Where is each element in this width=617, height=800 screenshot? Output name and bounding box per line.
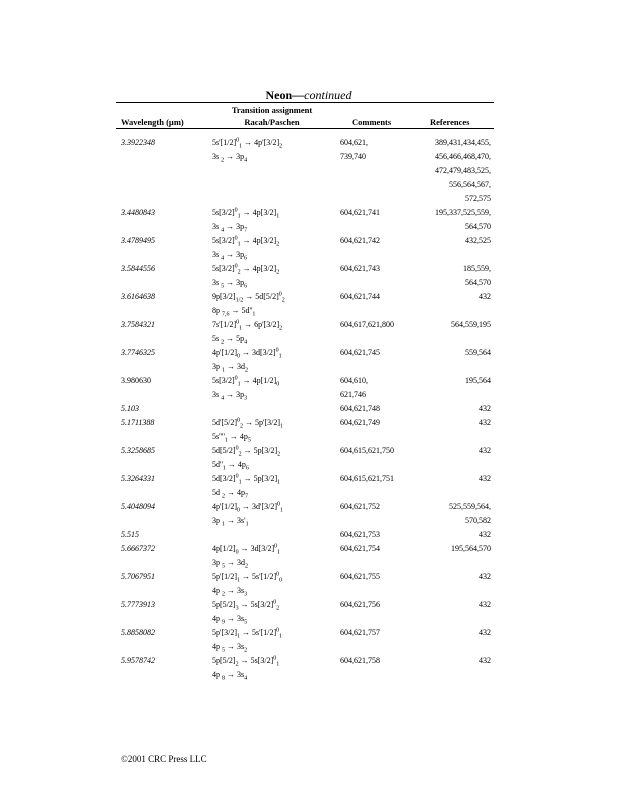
transition-cell-line: $5d''_1 \to 4p_6$ (212, 460, 249, 472)
comments-cell (340, 502, 380, 516)
comments-cell (340, 600, 380, 614)
references-cell-line: 432 (479, 572, 491, 581)
transition-cell (212, 348, 282, 376)
transition-cell-line: $9p[3/2]_{1/2} \to 5d[5/2]^0_2$ (212, 291, 285, 304)
comments-cell (340, 320, 394, 334)
comments-cell (340, 628, 380, 642)
transition-cell-line: $7s'[1/2]^0_1 \to 6p'[3/2]_2$ (212, 319, 283, 332)
references-cell (400, 572, 491, 586)
comments-cell-line: 604,621,742 (340, 236, 380, 245)
references-cell (400, 404, 491, 418)
comments-cell-line: 604,621,741 (340, 208, 380, 217)
references-cell (400, 138, 491, 208)
transition-cell-line: $5s[3/2]^0_1 \to 4p[3/2]_2$ (212, 235, 280, 248)
transition-cell-line: 5d $_2 \to 4p_7$ (212, 488, 248, 500)
comments-cell-line: 604,615,621,750 (340, 446, 394, 455)
comments-cell (340, 446, 394, 460)
references-cell-line: 432 (479, 656, 491, 665)
transition-cell-line: $5s'[1/2]^0_1 \to 4p'[3/2]_2$ (212, 137, 283, 150)
wavelength-cell: 3.5844556 (121, 264, 155, 273)
transition-cell-line: 4p $_2 \to 3s_3$ (212, 586, 248, 598)
references-cell (400, 236, 491, 250)
comments-cell-line: 604,621,754 (340, 544, 380, 553)
references-cell (400, 544, 491, 558)
comments-cell-line: 604,621,758 (340, 656, 380, 665)
references-cell (400, 292, 491, 306)
references-cell-line: 195,564,570 (451, 544, 491, 553)
references-cell (400, 656, 491, 670)
transition-cell-line: $5d[3/2]^0_1 \to 5p[3/2]_1$ (212, 473, 281, 486)
references-cell-line: 559,564 (465, 348, 491, 357)
references-cell-line: 185,559, (463, 264, 491, 273)
transition-cell-line: 4p $_5 \to 3s_2$ (212, 642, 248, 654)
header-references: References (430, 117, 470, 127)
wavelength-cell: 3.3922348 (121, 138, 155, 147)
references-cell-line: 564,570 (465, 222, 491, 231)
comments-cell-line: 621,746 (340, 390, 366, 399)
references-cell (400, 600, 491, 614)
transition-cell-line: $5p'[1/2]_1 \to 5s'[1/2]^0_0$ (212, 571, 283, 584)
references-cell-line: 456,466,468,470, (435, 152, 491, 161)
comments-cell (340, 656, 380, 670)
transition-cell-line: $4p[1/2]_0 \to 3d[3/2]^0_1$ (212, 543, 281, 556)
comments-cell (340, 544, 380, 558)
wavelength-cell: 5.6667372 (121, 544, 155, 553)
references-cell-line: 525,559,564, (449, 502, 491, 511)
transition-cell-line: 3s $_4 \to 3p_7$ (212, 222, 248, 234)
references-cell-line: 564,559,195 (451, 320, 491, 329)
references-cell (400, 320, 491, 334)
transition-cell-line: $5s[3/2]^0_1 \to 4p[3/2]_1$ (212, 207, 280, 220)
references-cell (400, 264, 491, 292)
references-cell (400, 628, 491, 642)
references-cell-line: 432 (479, 418, 491, 427)
references-cell (400, 474, 491, 488)
comments-cell (340, 418, 380, 432)
transition-cell (212, 502, 283, 530)
header-transition-line1: Transition assignment (231, 105, 313, 115)
references-cell-line: 195,337,525,559, (435, 208, 491, 217)
references-cell (400, 530, 491, 544)
transition-cell (212, 138, 282, 166)
comments-cell-line: 604,621,745 (340, 348, 380, 357)
comments-cell (340, 348, 380, 362)
references-cell-line: 472,479,483,525, (435, 166, 491, 175)
comments-cell (340, 474, 394, 488)
references-cell-line: 564,570 (465, 278, 491, 287)
transition-cell-line: $4p'[1/2]_0 \to 3d[3/2]^0_1$ (212, 347, 282, 360)
comments-cell-line: 604,621,749 (340, 418, 380, 427)
wavelength-cell: 3.4789495 (121, 236, 155, 245)
transition-cell-line: $5p[5/2]_2 \to 5s[3/2]^0_1$ (212, 655, 280, 668)
wavelength-cell: 3.7584321 (121, 320, 155, 329)
transition-cell (212, 572, 282, 600)
comments-cell-line: 604,621, (340, 138, 368, 147)
transition-cell-line: $5s[3/2]^0_2 \to 4p[3/2]_2$ (212, 263, 280, 276)
comments-cell-line: 604,615,621,751 (340, 474, 394, 483)
comments-cell-line: 604,617,621,800 (340, 320, 394, 329)
transition-cell (212, 600, 279, 628)
references-cell-line: 432 (479, 628, 491, 637)
references-cell (400, 348, 491, 362)
references-cell-line: 556,564,567, (449, 180, 491, 189)
references-cell-line: 432 (479, 530, 491, 539)
references-cell-line: 572,575 (465, 194, 491, 203)
references-cell (400, 446, 491, 460)
transition-cell-line: 4p $_8 \to 3s_4$ (212, 670, 248, 682)
transition-cell-line: $5s''''_1 \to 4p_5$ (212, 432, 251, 444)
comments-cell-line: 604,621,748 (340, 404, 380, 413)
header-wavelength: Wavelength (µm) (121, 117, 184, 127)
transition-cell (212, 208, 279, 236)
comments-cell (340, 264, 380, 278)
comments-cell (340, 236, 380, 250)
wavelength-cell: 5.7773913 (121, 600, 155, 609)
transition-cell (212, 474, 280, 502)
references-cell-line: 432 (479, 446, 491, 455)
comments-cell-line: 604,610, (340, 376, 368, 385)
transition-cell (212, 418, 283, 446)
wavelength-cell: 3.6164638 (121, 292, 155, 301)
wavelength-cell: 5.9578742 (121, 656, 155, 665)
references-cell (400, 418, 491, 432)
references-cell-line: 432 (479, 474, 491, 483)
wavelength-cell: 3.4480843 (121, 208, 155, 217)
references-cell-line: 432 (479, 600, 491, 609)
transition-cell-line: $4p'[1/2]_0 \to 3d'[3/2]^0_1$ (212, 501, 283, 514)
comments-cell-line: 604,621,743 (340, 264, 380, 273)
footer-copyright: ©2001 CRC Press LLC (121, 754, 207, 764)
references-cell-line: 195,564 (465, 376, 491, 385)
transition-cell (212, 376, 279, 404)
transition-cell-line: 3s $_2 \to 3p_4$ (212, 152, 248, 164)
comments-cell (340, 138, 368, 166)
references-cell-line: 432,525 (465, 236, 491, 245)
header-transition-line2: Racah/Paschen (244, 117, 300, 127)
page-title: Neon—continued (265, 88, 352, 102)
transition-cell (212, 628, 282, 656)
transition-cell-line: $5p[5/2]_3 \to 5s[3/2]^0_2$ (212, 599, 280, 612)
references-cell-line: 432 (479, 404, 491, 413)
transition-cell (212, 320, 282, 348)
header-rule (116, 128, 494, 129)
references-cell-line: 389,431,434,455, (435, 138, 491, 147)
wavelength-cell: 5.3264331 (121, 474, 155, 483)
comments-cell (340, 208, 380, 222)
transition-cell (212, 656, 279, 684)
comments-cell (340, 572, 380, 586)
references-cell-line: 432 (479, 292, 491, 301)
wavelength-cell: 5.103 (121, 404, 139, 413)
header-comments: Comments (352, 117, 392, 127)
transition-cell-line: $5s[3/2]^0_1 \to 4p[1/2]_0$ (212, 375, 280, 388)
transition-cell-line: 3p $_1 \to 3s'_1$ (212, 516, 249, 528)
references-cell (400, 208, 491, 236)
transition-cell (212, 236, 279, 264)
wavelength-cell: 5.1711388 (121, 418, 155, 427)
comments-cell-line: 604,621,753 (340, 530, 380, 539)
wavelength-cell: 5.4048094 (121, 502, 155, 511)
transition-cell-line: 5s $_2 \to 5p_4$ (212, 334, 248, 346)
transition-cell (212, 544, 280, 572)
transition-cell-line: 4p $_9 \to 3s_5$ (212, 614, 248, 626)
transition-cell (212, 264, 279, 292)
transition-cell-line: $5p'[3/2]_1 \to 5s'[1/2]^0_1$ (212, 627, 283, 640)
comments-cell-line: 604,621,755 (340, 572, 380, 581)
top-rule (116, 102, 494, 103)
transition-cell (212, 292, 285, 320)
comments-cell-line: 604,621,756 (340, 600, 380, 609)
transition-cell-line: 3p $_5 \to 3d_2$ (212, 558, 248, 570)
wavelength-cell: 5.7067951 (121, 572, 155, 581)
comments-cell-line: 604,621,757 (340, 628, 380, 637)
references-cell-line: 570,582 (465, 516, 491, 525)
references-cell (400, 502, 491, 530)
wavelength-cell: 5.3258685 (121, 446, 155, 455)
transition-cell-line: 3s $_4 \to 3p_6$ (212, 250, 248, 262)
transition-cell (212, 446, 280, 474)
wavelength-cell: 5.515 (121, 530, 139, 539)
references-cell (400, 376, 491, 390)
comments-cell (340, 376, 368, 404)
wavelength-cell: 5.8858082 (121, 628, 155, 637)
comments-cell (340, 292, 380, 306)
transition-cell-line: 3p $_1 \to 3d_2$ (212, 362, 248, 374)
wavelength-cell: 3.980630 (121, 376, 151, 385)
comments-cell-line: 604,621,744 (340, 292, 380, 301)
transition-cell-line: 3s $_4 \to 3p_3$ (212, 390, 248, 402)
comments-cell (340, 404, 380, 418)
wavelength-cell: 3.7746325 (121, 348, 155, 357)
transition-cell-line: 3s $_5 \to 3p_6$ (212, 278, 248, 290)
transition-cell-line: 8p $_{7,6} \to 5d''_1$ (212, 306, 256, 318)
transition-cell-line: $5d[5/2]^0_2 \to 5p[3/2]_2$ (212, 445, 281, 458)
comments-cell (340, 530, 380, 544)
transition-cell-line: $5d'[5/2]^0_2 \to 5p'[3/2]_1$ (212, 417, 283, 430)
comments-cell-line: 739,740 (340, 152, 366, 161)
comments-cell-line: 604,621,752 (340, 502, 380, 511)
